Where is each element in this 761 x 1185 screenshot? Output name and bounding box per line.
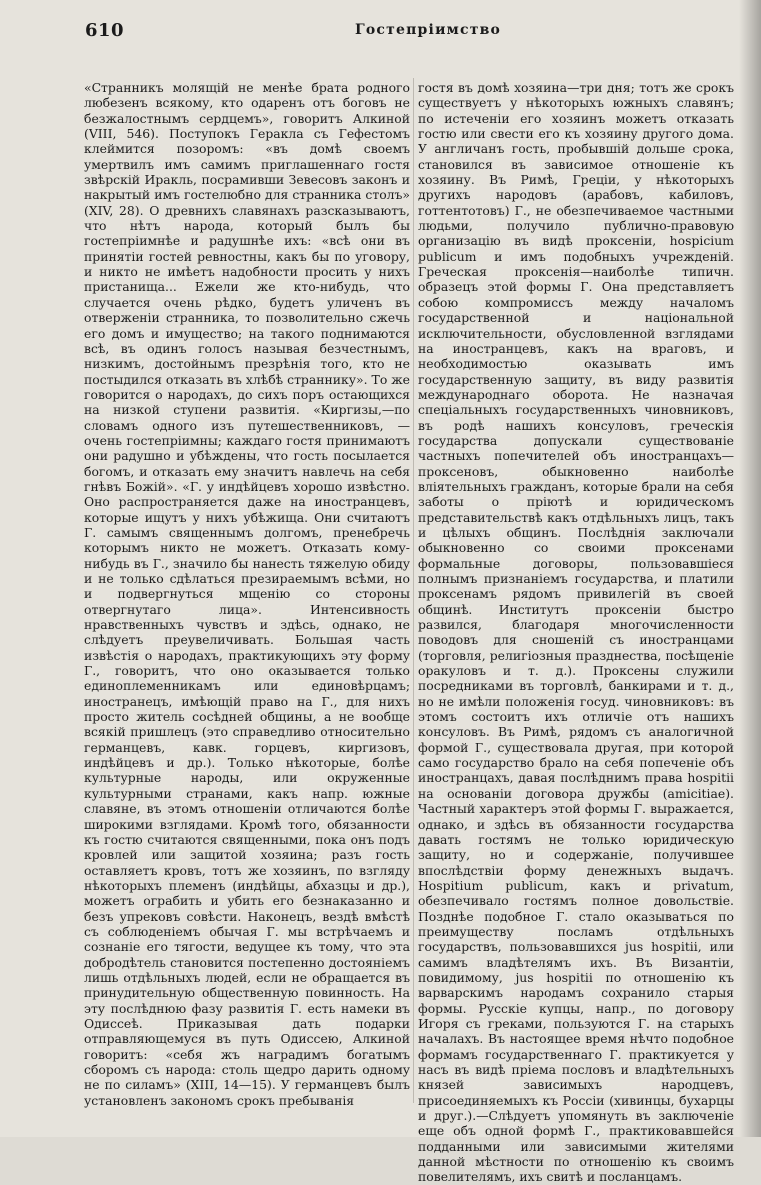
right-column-text: гостя въ домѣ хозяина—три дня; тотъ же срокъ существуетъ у нѣкоторыхъ южныхъ славянъ; по истеченіи его хозяинъ можетъ отказать гостю или свести его къ хозяину другого дома. У англичанъ гость, пробывшій дольше срока, становился въ зависимое отношеніе къ хозяину. Въ Римѣ, Греціи, у нѣкоторыхъ другихъ народовъ (арабовъ, кабиловъ, готтентотовъ) Г., не обезпечиваемое частными людьми, получило публично-правовую организацію въ видѣ проксеніи, hospicium publicum и имъ подобныхъ учрежденій. Греческая проксенія—наиболѣе типичн. образецъ этой формы Г. Она представляетъ собою компромиссъ между началомъ государственной и національной исключительности, обусловленной взглядами на иностранцевъ, какъ на враговъ, и необходимостью оказывать имъ государственную защиту, въ виду развитія международнаго оборота. Не назначая спеціальныхъ государственныхъ чиновниковъ, въ родѣ нашихъ консуловъ, греческія государства допускали существованіе частныхъ попечителей объ иностранцахъ—проксеновъ, обыкновенно наиболѣе вліятельныхъ гражданъ, которые брали на себя заботы о пріютѣ и юридическомъ представительствѣ какъ отдѣльныхъ лицъ, такъ и цѣлыхъ общинъ. Послѣднія заключали обыкновенно со своими проксенами формальные договоры, пользовавшіеся полнымъ признаніемъ государства, и платили проксенамъ рядомъ привилегій въ своей общинѣ. Институтъ проксеніи быстро развился, благодаря многочисленности поводовъ для сношеній съ иностранцами (торговля, религіозныя празднества, посѣщеніе оракуловъ и т. д.). Проксены служили посредниками въ торговлѣ, банкирами и т. д., но не имѣли положенія госуд. чиновниковъ: въ этомъ состоитъ ихъ отличіе отъ нашихъ консуловъ. Въ Римѣ, рядомъ съ аналогичной формой Г., существовала другая, при которой само государство брало на себя попеченіе объ иностранцахъ, давая послѣднимъ права hospitii на основаніи договора дружбы (amicitiae). Частный характеръ этой формы Г. выражается, однако, и здѣсь въ обязанности государства давать гостямъ не только юридическую защиту, но и содержаніе, получившее впослѣдствіи форму денежныхъ выдачъ. Hospitium publicum, какъ и privatum, обезпечивало гостямъ полное довольствіе. Позднѣе подобное Г. стало оказываться по преимуществу посламъ отдѣльныхъ государствъ, пользовавшихся jus hospitii, или самимъ владѣтелямъ ихъ. Въ Византіи, повидимому, jus hospitii по отношенію къ варварскимъ народамъ сохранило старыя формы. Русскіе купцы, напр., по договору Игоря съ греками, пользуются Г. на старыхъ началахъ. Въ настоящее время нѣчто подобное формамъ государственнаго Г. практикуется у насъ въ видѣ пріема пословъ и владѣтельныхъ князей зависимыхъ народцевъ, присоединяемыхъ къ Россіи (хивинцы, бухарцы и друг.).—Слѣдуетъ упомянуть въ заключеніе еще объ одной формѣ Г., практиковавшейся подданными или зависимыми жителями данной мѣстности по отношенію къ своимъ повелителямъ, ихъ свитѣ и посланцамъ.: [418, 80, 734, 1185]
page-header: [85, 20, 725, 44]
left-column: [84, 80, 410, 1108]
right-column: [418, 80, 734, 1185]
page-edge-shadow: [739, 0, 761, 1137]
left-column-text: «Странникъ молящій не менѣе брата родного любезенъ всякому, кто одаренъ отъ боговъ не безжалостнымъ сердцемъ», говоритъ Алкиной (VIII, 546). Поступокъ Геракла съ Гефестомъ клеймится позоромъ: «въ домѣ своемъ умертвилъ имъ самимъ приглашеннаго гостя звѣрскій Иракль, посрамивши Зевесовъ законъ и накрытый имъ гостелюбно для странника столъ» (XIV, 28). О древнихъ славянахъ разсказываютъ, что нѣтъ народа, который былъ бы гостепріимнѣе и радушнѣе ихъ: «всѣ они въ принятіи гостей ревностны, какъ бы по уговору, и никто не имѣетъ надобности просить у нихъ пристанища... Ежели же кто-нибудь, что случается очень рѣдко, будетъ уличенъ въ отверженіи странника, то позволительно сжечь его домъ и имущество; на такого поднимаются всѣ, въ одинъ голосъ называя безчестнымъ, низкимъ, достойнымъ презрѣнія того, кто не постыдился отказать въ хлѣбѣ страннику». То же говорится о народахъ, до сихъ поръ остающихся на низкой ступени развитія. «Киргизы,—по словамъ одного изъ путешественниковъ, — очень гостепріимны; каждаго гостя принимаютъ они радушно и убѣждены, что гость посылается богомъ, и отказать ему значитъ навлечь на себя гнѣвъ Божій». «Г. у индѣйцевъ хорошо извѣстно. Оно распространяется даже на иностранцевъ, которые ищутъ у нихъ убѣжища. Они считаютъ Г. самымъ священнымъ долгомъ, пренебречь которымъ никто не можетъ. Отказать кому-нибудь въ Г., значило бы нанесть тяжелую обиду и не только сдѣлаться презираемымъ всѣми, но и подвергнуться мщенію со стороны отвергнутаго лица». Интенсивность нравственныхъ чувствъ и здѣсь, однако, не слѣдуетъ преувеличивать. Большая часть извѣстія о народахъ, практикующихъ эту форму Г., говоритъ, что оно оказывается только единоплеменникамъ или единовѣрцамъ; иностранецъ, имѣющій право на Г., для нихъ просто житель сосѣдней общины, а не вообще всякій пришлецъ (это справедливо относительно германцевъ, кавк. горцевъ, киргизовъ, индѣйцевъ и др.). Только нѣкоторые, болѣе культурные народы, или окруженные культурными странами, какъ напр. южные славяне, въ этомъ отношеніи отличаются болѣе широкими взглядами. Кромѣ того, обязанности къ гостю считаются священными, пока онъ подъ кровлей или защитой хозяина; разъ гость оставляетъ кровъ, тотъ же хозяинъ, по взгляду нѣкоторыхъ племенъ (индѣйцы, абхазцы и др.), можетъ ограбить и убить его безнаказанно и безъ упрековъ совѣсти. Наконецъ, вездѣ вмѣстѣ съ соблюденіемъ обычая Г. мы встрѣчаемъ и сознаніе его тягости, ведущее къ тому, что эта добродѣтель становится постепенно достояніемъ лишь отдѣльныхъ людей, если не обращается въ принудительную общественную повинность. На эту послѣднюю фазу развитія Г. есть намеки въ Одиссеѣ. Приказывая дать подарки отправляющемуся въ путь Одиссею, Алкиной говоритъ: «себя жъ наградимъ богатымъ сборомъ съ народа: столь щедро дарить одному не по силамъ» (XIII, 14—15). У германцевъ былъ установленъ закономъ срокъ пребыванія: [84, 80, 410, 1108]
column-divider: [413, 78, 414, 1103]
running-title: Гостепріимство: [355, 22, 502, 38]
page-number: 610: [85, 20, 125, 41]
